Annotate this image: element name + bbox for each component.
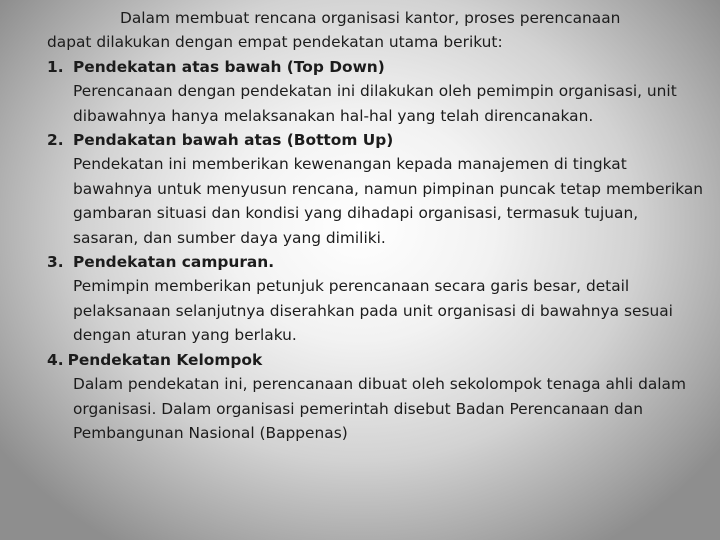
item-description: Perencanaan dengan pendekatan ini dilakukan oleh pemimpin organisasi, unit dibawahnya hanya melaksanakan hal-hal yang telah direncanakan. (73, 82, 677, 125)
item-title: Pendekatan Kelompok (67, 350, 263, 369)
item-description: Pemimpin memberikan petunjuk perencanaan secara garis besar, detail pelaksanaan selanjutnya diserahkan pada unit organisasi di bawahnya sesuai dengan aturan yang berlaku. (73, 277, 673, 345)
intro-paragraph (47, 6, 707, 55)
intro-line-1: Dalam membuat rencana organisasi kantor, proses perencanaan (120, 9, 621, 27)
item-number: 2. (47, 131, 64, 150)
item-title: Pendekatan atas bawah (Top Down) (73, 57, 385, 76)
item-description: Pendekatan ini memberikan kewenangan kepada manajemen di tingkat bawahnya untuk menyusun rencana, namun pimpinan puncak tetap memberikan gambaran situasi dan kondisi yang dihadapi organisasi, termasuk tujuan, sasaran, dan sumber daya yang dimiliki. (73, 155, 704, 247)
item-title: Pendakatan bawah atas (Bottom Up) (73, 131, 394, 150)
intro-line-2: dapat dilakukan dengan empat pendekatan utama berikut: (47, 33, 503, 52)
slide-content (47, 6, 707, 445)
list-item-4 (47, 348, 707, 446)
item-number: 3. (47, 253, 64, 272)
item-heading (47, 55, 707, 79)
item-description: Dalam pendekatan ini, perencanaan dibuat oleh sekolompok tenaga ahli dalam organisasi. Dalam organisasi pemerintah disebut Badan Perencanaan dan Pembangunan Nasional (Bappenas) (73, 375, 686, 442)
item-title: Pendekatan campuran. (73, 253, 275, 272)
list-item-2 (47, 128, 707, 250)
item-number: 1. (47, 57, 64, 76)
item-number: 4. (47, 350, 64, 369)
list-item-3 (47, 250, 707, 348)
list-item-1 (47, 55, 707, 128)
item-heading (47, 250, 707, 274)
item-heading (47, 348, 707, 372)
item-heading (47, 128, 707, 152)
